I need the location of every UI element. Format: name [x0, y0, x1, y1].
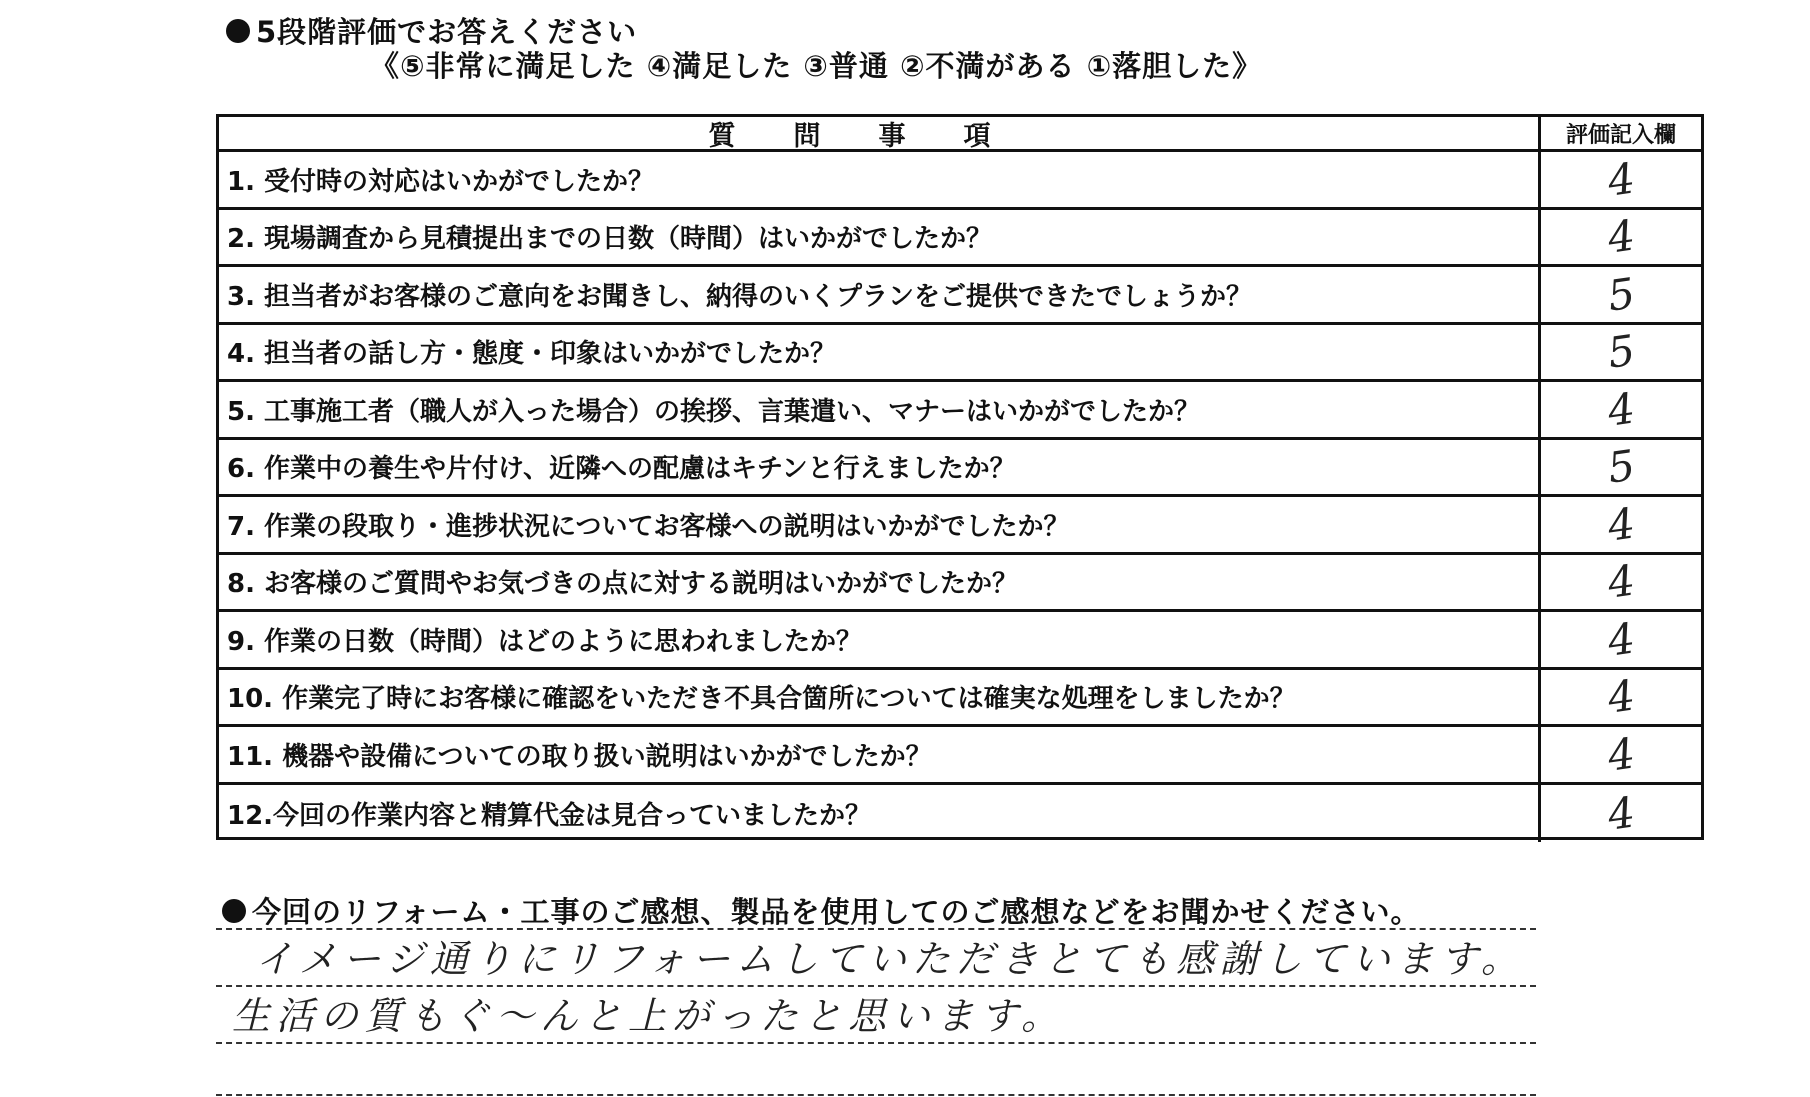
rating-scale-legend: 《⑤非常に満足した ④満足した ③普通 ②不満がある ①落胆した》	[370, 49, 1263, 83]
table-row	[219, 497, 1701, 555]
rating-cell	[1541, 152, 1701, 207]
handwritten-rating: 5	[1604, 325, 1638, 378]
handwritten-rating: 4	[1604, 153, 1638, 206]
handwritten-rating: 4	[1604, 613, 1638, 666]
rating-cell	[1541, 727, 1701, 782]
rating-cell	[1541, 325, 1701, 380]
table-row	[219, 727, 1701, 785]
comments-heading	[222, 890, 1421, 931]
table-row	[219, 267, 1701, 325]
handwritten-rating: 4	[1604, 210, 1638, 263]
table-row	[219, 382, 1701, 440]
comments-heading-text: 今回のリフォーム・工事のご感想、製品を使用してのご感想などをお聞かせください。	[252, 895, 1421, 929]
rating-cell	[1541, 555, 1701, 610]
bullet-dot-icon	[226, 19, 250, 43]
comment-line-rule	[216, 1042, 1536, 1044]
handwritten-rating: 4	[1604, 728, 1638, 781]
question-text: 4. 担当者の話し方・態度・印象はいかがでしたか？	[219, 325, 1541, 380]
handwritten-rating: 4	[1604, 670, 1638, 723]
question-text: 11. 機器や設備についての取り扱い説明はいかがでしたか？	[219, 727, 1541, 782]
rating-cell	[1541, 210, 1701, 265]
table-row	[219, 152, 1701, 210]
rating-cell	[1541, 440, 1701, 495]
table-row	[219, 785, 1701, 843]
question-text: 10. 作業完了時にお客様に確認をいただき不具合箇所については確実な処理をしましたか？	[219, 670, 1541, 725]
comment-line-rule	[216, 1094, 1536, 1096]
handwritten-rating: 4	[1604, 498, 1638, 551]
rating-cell	[1541, 612, 1701, 667]
question-text: 1. 受付時の対応はいかがでしたか？	[219, 152, 1541, 207]
rating-cell	[1541, 785, 1701, 843]
question-text: 9. 作業の日数（時間）はどのように思われましたか？	[219, 612, 1541, 667]
rating-cell	[1541, 497, 1701, 552]
table-row	[219, 325, 1701, 383]
handwritten-rating: 5	[1604, 268, 1638, 321]
rating-cell	[1541, 382, 1701, 437]
handwritten-rating: 4	[1604, 383, 1638, 436]
survey-table	[216, 114, 1704, 840]
comment-handwriting-line-1: イメージ通りにリフォームしていただきとても感謝しています。	[255, 937, 1525, 981]
question-text: 3. 担当者がお客様のご意向をお聞きし、納得のいくプランをご提供できたでしょうか？	[219, 267, 1541, 322]
question-text: 7. 作業の段取り・進捗状況についてお客様への説明はいかがでしたか？	[219, 497, 1541, 552]
rating-cell	[1541, 267, 1701, 322]
table-row	[219, 612, 1701, 670]
table-row	[219, 440, 1701, 498]
table-row	[219, 210, 1701, 268]
question-text: 5. 工事施工者（職人が入った場合）の挨拶、言葉遣い、マナーはいかがでしたか？	[219, 382, 1541, 437]
rating-cell	[1541, 670, 1701, 725]
handwritten-rating: 4	[1604, 787, 1638, 840]
question-text: 12.今回の作業内容と精算代金は見合っていましたか？	[219, 785, 1541, 843]
question-text: 8. お客様のご質問やお気づきの点に対する説明はいかがでしたか？	[219, 555, 1541, 610]
handwritten-rating: 5	[1604, 440, 1638, 493]
question-text: 6. 作業中の養生や片付け、近隣への配慮はキチンと行えましたか？	[219, 440, 1541, 495]
rating-column-header: 評価記入欄	[1565, 122, 1676, 148]
bullet-dot-icon	[222, 899, 246, 923]
table-header-row	[219, 117, 1701, 152]
question-column-header: 質問事項	[219, 117, 1541, 149]
table-row	[219, 555, 1701, 613]
table-row	[219, 670, 1701, 728]
question-text: 2. 現場調査から見積提出までの日数（時間）はいかがでしたか？	[219, 210, 1541, 265]
handwritten-rating: 4	[1604, 555, 1638, 608]
comment-handwriting-line-2: 生活の質もぐ〜んと上がったと思います。	[232, 994, 1065, 1038]
instruction-text: 5段階評価でお答えください	[256, 15, 638, 49]
